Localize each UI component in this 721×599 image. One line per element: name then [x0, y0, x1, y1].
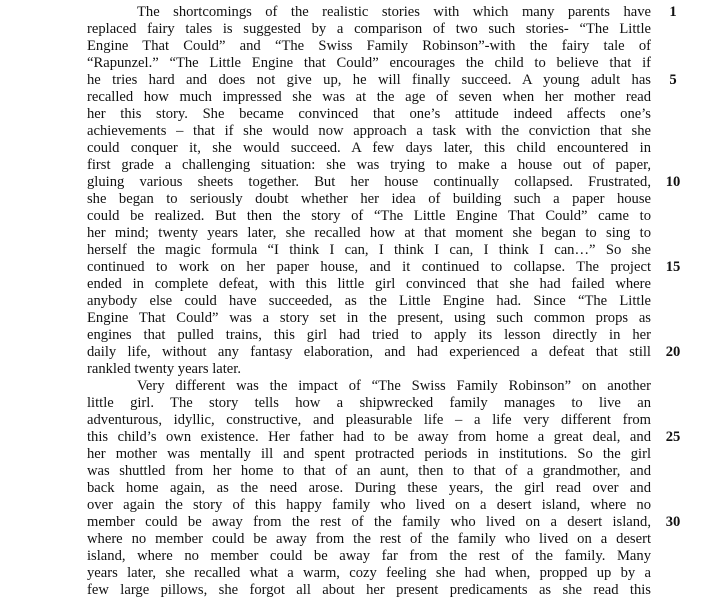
passage-line: this child’s own existence. Her father had to be away from home a great deal, and — [87, 429, 651, 445]
passage-line: her mind; twenty years later, she recalled how at that moment she began to sing to — [87, 225, 651, 241]
passage-line: recalled how much impressed she was at the age of seven when her mother read — [87, 89, 651, 105]
passage-line: adventurous, idyllic, constructive, and pleasurable life – a life very different from — [87, 412, 651, 428]
passage-line: little girl. The story tells how a shipwrecked family manages to live an — [87, 395, 651, 411]
line-number: 25 — [665, 429, 681, 445]
line-number: 20 — [665, 344, 681, 360]
passage-line: rankled twenty years later. — [87, 361, 241, 377]
passage-line: her this story. She became convinced that one’s attitude indeed affects one’s — [87, 106, 651, 122]
passage-line: her mother was mentally ill and spent protracted periods in institutions. So the girl — [87, 446, 651, 462]
passage-line: achievements – that if she would now approach a task with the conviction that she — [87, 123, 651, 139]
line-number: 1 — [669, 4, 677, 20]
passage-line: was shuttled from her home to that of an aunt, then to that of a grandmother, and — [87, 463, 651, 479]
passage-line: The shortcomings of the realistic stories with which many parents have — [137, 4, 651, 20]
passage-line: he tries hard and does not give up, he will finally succeed. A young adult has — [87, 72, 651, 88]
passage-line: anybody else could have succeeded, as the Little Engine had. Since “The Little — [87, 293, 651, 309]
passage-line: ended in complete defeat, with this little girl convinced that she had failed where — [87, 276, 651, 292]
passage-line: herself the magic formula “I think I can, I think I can, I think I can…” So she — [87, 242, 651, 258]
passage-line: first grade a challenging situation: she was trying to make a house out of paper, — [87, 157, 651, 173]
passage-line: back home again, as the need arose. During these years, the girl read over and — [87, 480, 651, 496]
passage-line: few large pillows, she forgot all about her present predicaments as she read this — [87, 582, 651, 598]
passage-line: Engine That Could” was a story set in the present, using such common props as — [87, 310, 651, 326]
passage-line: gluing various sheets together. But her house continually collapsed. Frustrated, — [87, 174, 651, 190]
passage-line: daily life, without any fantasy elaboration, and had experienced a defeat that still — [87, 344, 651, 360]
passage-line: “Rapunzel.” “The Little Engine that Could” encourages the child to believe that if — [87, 55, 651, 71]
passage-line: replaced fairy tales is suggested by a comparison of two such stories- “The Little — [87, 21, 651, 37]
passage-line: over again the story of this happy family who lived on a desert island, where no — [87, 497, 651, 513]
line-number: 15 — [665, 259, 681, 275]
passage-line: Very different was the impact of “The Swiss Family Robinson” on another — [137, 378, 651, 394]
line-number: 10 — [665, 174, 681, 190]
passage-line: member could be away from the rest of the family who lived on a desert island, — [87, 514, 651, 530]
passage-line: years later, she recalled what a warm, cozy feeling she had when, propped up by a — [87, 565, 651, 581]
passage-line: continued to work on her paper house, and it continued to collapse. The project — [87, 259, 651, 275]
line-number: 5 — [669, 72, 677, 88]
passage-line: island, where no member could be away far from the rest of the family. Many — [87, 548, 651, 564]
passage-line: could be realized. But then the story of “The Little Engine That Could” came to — [87, 208, 651, 224]
line-number: 30 — [665, 514, 681, 530]
passage-line: engines that pulled trains, this girl had tried to apply its lesson directly in her — [87, 327, 651, 343]
passage-line: Engine That Could” and “The Swiss Family Robinson”-with the fairy tale of — [87, 38, 651, 54]
passage-line: she began to seriously doubt whether her idea of building such a paper house — [87, 191, 651, 207]
passage-line: could conquer it, she would succeed. A few days later, this child encountered in — [87, 140, 651, 156]
passage-line: where no member could be away from the rest of the family who lived on a desert — [87, 531, 651, 547]
